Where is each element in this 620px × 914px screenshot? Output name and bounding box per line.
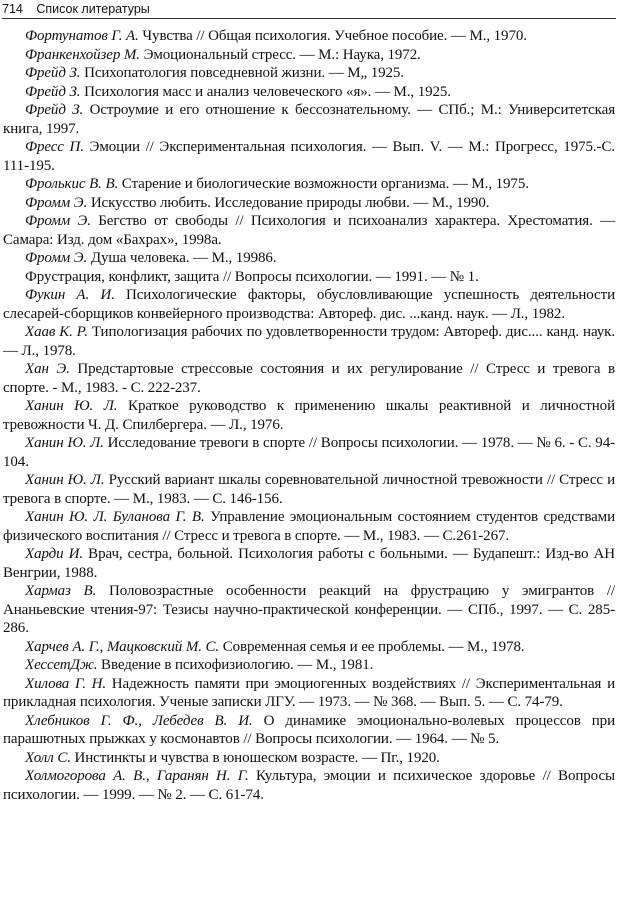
reference-author: Ханин Ю. Л. Буланова Г. В. [25,509,205,525]
reference-author: Франкенхойзер М. [25,46,140,63]
reference-text: Краткое руководство к применению шкалы реактивной и личностной тревожности Ч. Д. Спилбергера. — Л., 1976. [3,398,616,433]
page-header [2,2,150,16]
reference-text: Психологические факторы, обусловливающие успешность деятельности слесарей-сборщиков конвейерного производства: Автореф. дис. ...канд. наук. — Л., 1982. [3,287,615,322]
reference-author: Фрейд З. [25,102,84,118]
reference-entry [3,138,615,175]
reference-entry [3,360,615,397]
reference-entry [3,749,615,768]
reference-entry [3,194,615,213]
reference-author: Фромм Э. [25,213,91,229]
reference-entry [3,471,615,508]
reference-text: Типологизация рабочих по удовлетворенности трудом: Автореф. дис.... канд. наук. — Л., 1978. [3,324,615,359]
reference-text: Культура, эмоции и психическое здоровье // Вопросы психологии. — 1999. — № 2. — С. 61-74. [3,768,615,803]
reference-author: Фортунатов Г. А. [25,28,139,44]
header-divider [2,18,616,19]
reference-author: Фрейд З. [25,83,81,100]
reference-text: Старение и биологические возможности организма. — М., 1975. [118,176,529,192]
reference-author: Хлебников Г. Ф., Лебедев В. И. [25,712,253,729]
reference-author: Ханин Ю. Л. [25,435,104,451]
reference-entry [3,101,615,138]
reference-entry [3,656,615,675]
reference-author: Фромм Э. [25,250,88,266]
reference-entry [3,83,615,102]
reference-text: Психопатология повседневной жизни. — М„ 1925. [80,65,404,81]
reference-entry [3,675,615,712]
reference-text: Введение в психофизиологию. — М., 1981. [97,657,374,673]
reference-entry [3,64,615,83]
reference-text: О динамике эмоционально-волевых процессов при парашютных прыжках у космонавтов // Вопросы психологии. — 1964. — № 5. [3,712,615,747]
reference-author: Фролькис В. В. [25,176,119,192]
reference-author: Холл С. [25,749,71,766]
reference-author: Ханин Ю. Л. [25,472,105,488]
running-title: Список литературы [36,2,150,16]
reference-entry [3,286,615,323]
reference-text: Врач, сестра, больной. Психология работы с больными. — Будапешт.: Изд-во АН Венгрии, 1988. [3,546,615,581]
reference-author: Хармаз В. [25,583,97,599]
reference-entry [3,212,615,249]
reference-text: Эмоциональный стресс. — М.: Наука, 1972. [139,46,421,63]
reference-author: Харди И. [25,546,84,562]
reference-entry [3,638,615,657]
reference-text: Половозрастные особенности реакций на фрустрацию у эмигрантов // Ананьевские чтения-97: Тезисы научно-практической конференции. — СПб., 1997. — С. 285-286. [3,583,615,636]
reference-entry [3,582,615,638]
reference-entry [3,434,615,471]
reference-author: Ханин Ю. Л. [25,398,118,414]
reference-text: Искусство любить. Исследование природы любви. — М., 1990. [87,194,490,211]
reference-author: Хаав К. Р. [25,324,88,340]
reference-entry [3,175,615,194]
page-number: 714 [2,2,23,16]
reference-text: Остроумие и его отношение к бессознательному. — СПб.; М.: Университетская книга, 1997. [3,102,615,137]
reference-author: Фрейд З. [25,65,81,81]
reference-text: Чувства // Общая психология. Учебное пособие. — М., 1970. [138,28,527,44]
reference-text: Психология масс и анализ человеческого «я». — М., 1925. [80,83,451,100]
reference-author: Хан Э. [25,361,70,377]
reference-entry [3,323,615,360]
reference-text: Управление эмоциональным состоянием студентов средствами физического воспитания // Стресс и тревога в спорте. — М., 1983. — С.261-267. [3,509,615,544]
reference-author: Харчев А. Г., Мацковский М. С. [25,638,220,655]
reference-text: Бегство от свободы // Психология и психоанализ характера. Хрестоматия. — Самара: Изд. дом «Бахрах», 1998а. [3,213,615,248]
reference-text: Современная семья и ее проблемы. — М., 1978. [219,638,525,655]
reference-text: Душа человека. — М., 19986. [87,250,277,266]
reference-entry [3,767,615,804]
reference-author: Фресс П. [25,139,84,155]
reference-author: Хилова Г. Н. [25,675,107,692]
reference-text: Эмоции // Экспериментальная психология. — Вып. V. — М.: Прогресс, 1975.-С. 111-195. [3,139,616,174]
reference-text: Инстинкты и чувства в юношеском возрасте. — Пг., 1920. [70,749,440,766]
reference-text: Русский вариант шкалы соревновательной личностной тревожности // Стресс и тревога в спорте. — М., 1983. — С. 146-156. [3,472,615,507]
reference-entry [3,268,615,287]
reference-text: Предстартовые стрессовые состояния и их регулирование // Стресс и тревога в спорте. - М., 1983. - С. 222-237. [3,361,616,396]
reference-author: ХессетДж. [25,657,98,673]
reference-author: Фромм Э. [25,194,88,211]
reference-author: Фукин А. И. [25,287,115,303]
reference-entry [3,508,615,545]
reference-text: Фрустрация, конфликт, защита // Вопросы психологии. — 1991. — № 1. [25,268,479,285]
reference-entry [3,712,615,749]
reference-author: Холмогорова А. В., Гаранян Н. Г. [25,768,249,784]
reference-entry [3,249,615,268]
reference-list [3,27,615,804]
reference-text: Исследование тревоги в спорте // Вопросы психологии. — 1978. — № 6. - С. 94-104. [3,435,615,470]
reference-entry [3,27,615,46]
reference-text: Надежность памяти при эмоциогенных воздействиях // Экспериментальная и прикладная психология. Ученые записки ЛГУ. — 1973. — № 368. — Вып. 5. — С. 74-79. [3,675,615,710]
reference-entry [3,545,615,582]
reference-entry [3,46,615,65]
reference-entry [3,397,615,434]
